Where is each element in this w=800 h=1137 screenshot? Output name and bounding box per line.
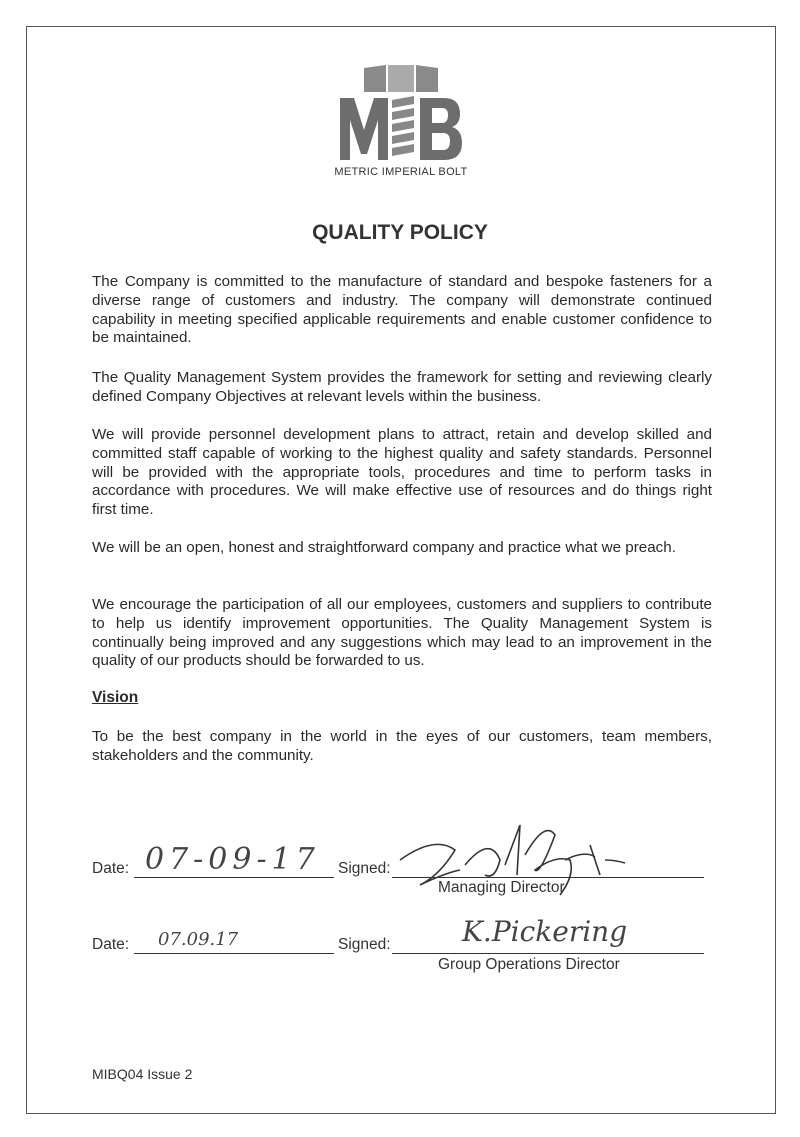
logo-tagline: METRIC IMPERIAL BOLT [334, 166, 468, 178]
date-label: Date: [92, 860, 130, 877]
document-reference: MIBQ04 Issue 2 [92, 1066, 193, 1082]
vision-heading: Vision [92, 689, 139, 706]
policy-paragraph: We will provide personnel development plans to attract, retain and develop skilled and committed staff capable of working to the highest quality and safety standards. Personnel will be provided with the appropriate tools, procedures and time to perform tasks in accordance with procedures. We will make effective use of resources and do things right first time. [92, 426, 712, 519]
policy-paragraph: We will be an open, honest and straightforward company and practice what we preach. [92, 539, 676, 556]
role-label: Group Operations Director [438, 956, 620, 973]
date-label: Date: [92, 936, 130, 953]
policy-paragraph: We encourage the participation of all our employees, customers and suppliers to contribute to help us identify improvement opportunities. The Quality Management System is continually being improved and any suggestions which may lead to an improvement in the quality of our products should be forwarded to us. [92, 596, 712, 670]
date-line [134, 877, 334, 878]
signature-group-operations-director: K.Pickering [462, 915, 628, 948]
vision-text: To be the best company in the world in the eyes of our customers, team members, stakeholders and the community. [92, 728, 712, 764]
signature-managing-director [395, 815, 635, 915]
handwritten-date: 07.09.17 [158, 929, 239, 950]
page-title: QUALITY POLICY [312, 221, 488, 244]
handwritten-date: 07-09-17 [145, 842, 320, 877]
policy-paragraph: The Quality Management System provides the framework for setting and reviewing clearly defined Company Objectives at relevant levels within the business. [92, 369, 712, 405]
role-label: Managing Director [438, 879, 565, 896]
page-border [26, 26, 776, 1114]
policy-paragraph: The Company is committed to the manufacture of standard and bespoke fasteners for a diverse range of customers and industry. The company will demonstrate continued capability in meeting specified applicable requirements and enable customer confidence to be maintained. [92, 273, 712, 347]
signed-label: Signed: [338, 936, 391, 953]
signed-label: Signed: [338, 860, 391, 877]
signature-line [392, 953, 704, 954]
date-line [134, 953, 334, 954]
svg-text:MIB: MIB [401, 120, 403, 121]
mib-logo [336, 60, 466, 180]
